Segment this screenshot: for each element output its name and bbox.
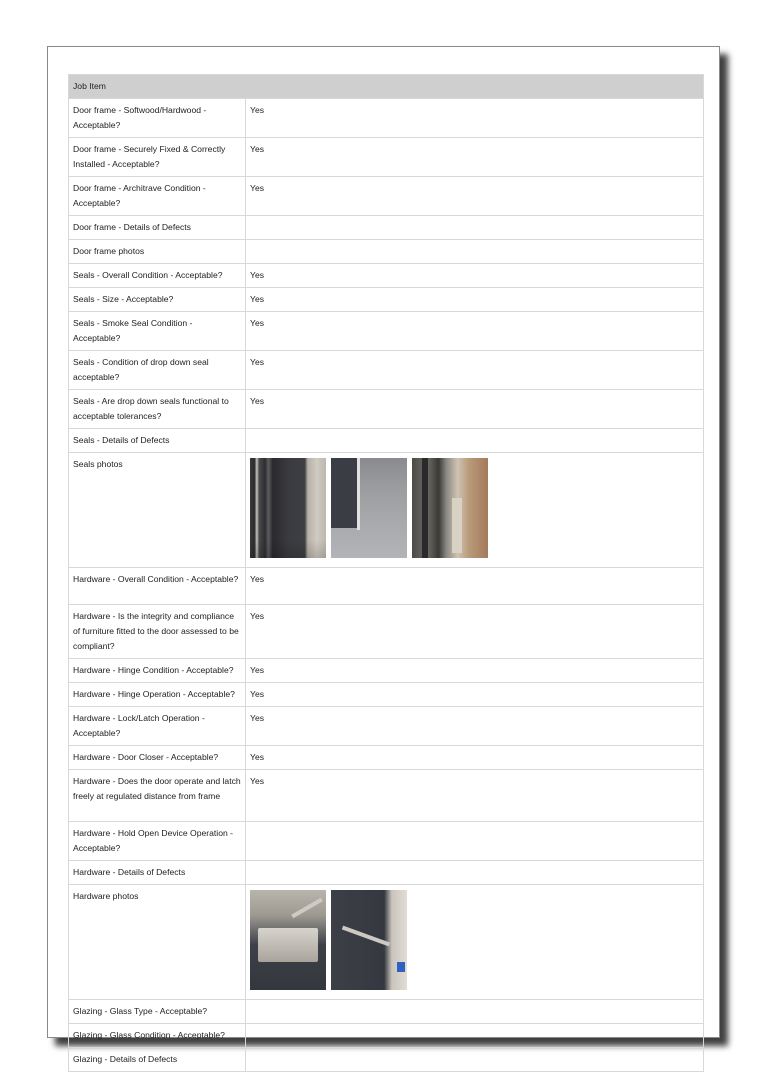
table-row bbox=[69, 861, 704, 885]
row-value bbox=[246, 240, 704, 264]
table-row bbox=[69, 240, 704, 264]
row-value bbox=[246, 429, 704, 453]
table-row bbox=[69, 659, 704, 683]
row-value: Yes bbox=[246, 99, 704, 138]
hardware-photo-strip bbox=[250, 889, 699, 990]
row-label: Glazing - Glass Type - Acceptable? bbox=[69, 1000, 246, 1024]
row-value: Yes bbox=[246, 746, 704, 770]
row-label: Door frame photos bbox=[69, 240, 246, 264]
row-label: Door frame - Softwood/Hardwood - Acceptable? bbox=[69, 99, 246, 138]
table-row bbox=[69, 707, 704, 746]
job-item-table bbox=[68, 74, 704, 1072]
table-row-photos bbox=[69, 453, 704, 568]
row-label: Seals - Are drop down seals functional to acceptable tolerances? bbox=[69, 390, 246, 429]
row-label: Glazing - Glass Condition - Acceptable? bbox=[69, 1024, 246, 1048]
hardware-photo-thumbnail[interactable] bbox=[331, 890, 407, 990]
row-value: Yes bbox=[246, 177, 704, 216]
row-value bbox=[246, 216, 704, 240]
row-value bbox=[246, 1024, 704, 1048]
row-label: Hardware - Does the door operate and latch freely at regulated distance from frame bbox=[69, 770, 246, 822]
table-row bbox=[69, 288, 704, 312]
table-row bbox=[69, 1024, 704, 1048]
table-row bbox=[69, 770, 704, 822]
row-label: Hardware - Hinge Operation - Acceptable? bbox=[69, 683, 246, 707]
row-value: Yes bbox=[246, 138, 704, 177]
row-value-photos bbox=[246, 885, 704, 1000]
table-row-photos bbox=[69, 885, 704, 1000]
row-value: Yes bbox=[246, 605, 704, 659]
row-value bbox=[246, 822, 704, 861]
row-label: Glazing - Details of Defects bbox=[69, 1048, 246, 1072]
row-value: Yes bbox=[246, 312, 704, 351]
table-row bbox=[69, 351, 704, 390]
table-row bbox=[69, 746, 704, 770]
row-label: Seals - Size - Acceptable? bbox=[69, 288, 246, 312]
row-value: Yes bbox=[246, 288, 704, 312]
row-label: Seals - Condition of drop down seal acceptable? bbox=[69, 351, 246, 390]
row-value bbox=[246, 1048, 704, 1072]
row-value: Yes bbox=[246, 707, 704, 746]
row-label: Seals photos bbox=[69, 453, 246, 568]
seals-photo-strip bbox=[250, 457, 699, 558]
table-row bbox=[69, 264, 704, 288]
row-label: Hardware - Details of Defects bbox=[69, 861, 246, 885]
table-row bbox=[69, 683, 704, 707]
table-row bbox=[69, 1048, 704, 1072]
table-row bbox=[69, 822, 704, 861]
row-label: Seals - Smoke Seal Condition - Acceptable? bbox=[69, 312, 246, 351]
table-row bbox=[69, 99, 704, 138]
table-row bbox=[69, 177, 704, 216]
table-row bbox=[69, 605, 704, 659]
row-value: Yes bbox=[246, 264, 704, 288]
table-header-job-item: Job Item bbox=[69, 75, 704, 99]
table-row bbox=[69, 216, 704, 240]
table-row bbox=[69, 138, 704, 177]
row-label: Seals - Overall Condition - Acceptable? bbox=[69, 264, 246, 288]
row-value: Yes bbox=[246, 351, 704, 390]
row-label: Seals - Details of Defects bbox=[69, 429, 246, 453]
table-row bbox=[69, 568, 704, 605]
row-value: Yes bbox=[246, 659, 704, 683]
row-label: Door frame - Securely Fixed & Correctly Installed - Acceptable? bbox=[69, 138, 246, 177]
seals-photo-thumbnail[interactable] bbox=[250, 458, 326, 558]
seals-photo-thumbnail[interactable] bbox=[412, 458, 488, 558]
row-label: Door frame - Architrave Condition - Acceptable? bbox=[69, 177, 246, 216]
row-label: Hardware - Overall Condition - Acceptable? bbox=[69, 568, 246, 605]
table-row bbox=[69, 390, 704, 429]
table-row bbox=[69, 429, 704, 453]
table-row bbox=[69, 312, 704, 351]
row-label: Hardware - Hinge Condition - Acceptable? bbox=[69, 659, 246, 683]
row-label: Hardware - Is the integrity and compliance of furniture fitted to the door assessed to be compliant? bbox=[69, 605, 246, 659]
row-label: Hardware photos bbox=[69, 885, 246, 1000]
hardware-photo-thumbnail[interactable] bbox=[250, 890, 326, 990]
row-value: Yes bbox=[246, 770, 704, 822]
row-label: Hardware - Door Closer - Acceptable? bbox=[69, 746, 246, 770]
row-label: Hardware - Hold Open Device Operation - Acceptable? bbox=[69, 822, 246, 861]
row-value: Yes bbox=[246, 568, 704, 605]
row-value bbox=[246, 1000, 704, 1024]
report-page bbox=[47, 46, 720, 1064]
row-label: Hardware - Lock/Latch Operation - Acceptable? bbox=[69, 707, 246, 746]
table-row bbox=[69, 1000, 704, 1024]
row-value: Yes bbox=[246, 390, 704, 429]
row-value bbox=[246, 861, 704, 885]
seals-photo-thumbnail[interactable] bbox=[331, 458, 407, 558]
row-value: Yes bbox=[246, 683, 704, 707]
row-value-photos bbox=[246, 453, 704, 568]
row-label: Door frame - Details of Defects bbox=[69, 216, 246, 240]
